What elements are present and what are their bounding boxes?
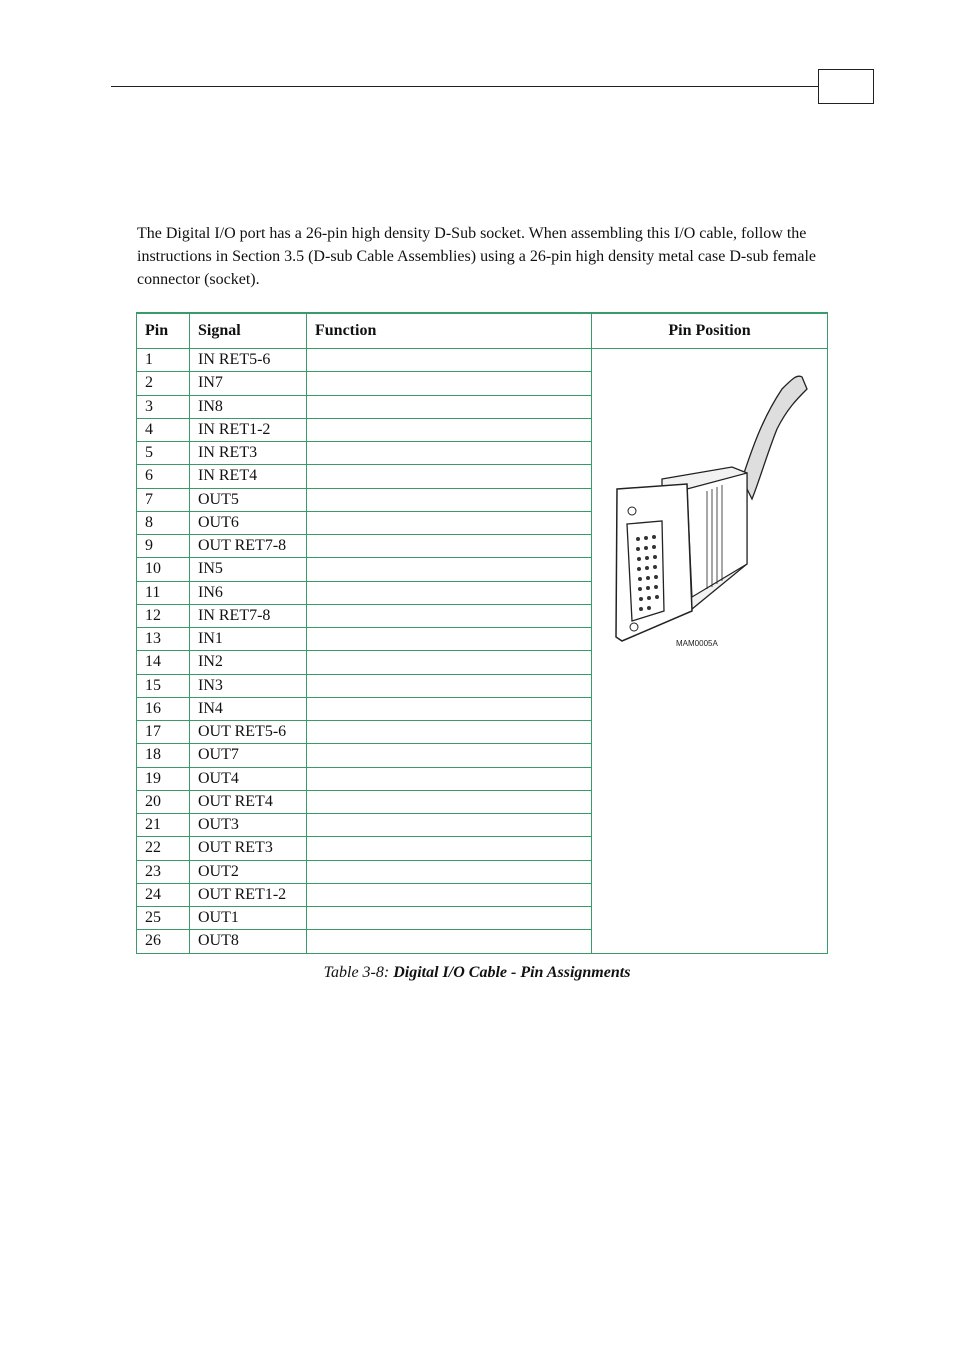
function-cell xyxy=(307,604,592,627)
signal-cell: OUT5 xyxy=(190,488,307,511)
function-cell xyxy=(307,744,592,767)
table-row xyxy=(137,349,828,372)
intro-paragraph: The Digital I/O port has a 26-pin high density D-Sub socket. When assembling this I/O cable, follow the instructions in Section 3.5 (D-sub Cable Assemblies) using a 26-pin high density metal case D-sub female connector (socket). xyxy=(137,225,816,288)
signal-cell: IN RET3 xyxy=(190,442,307,465)
pin-cell: 19 xyxy=(137,767,190,790)
caption-prefix: Table 3-8: xyxy=(323,964,394,981)
function-cell xyxy=(307,790,592,813)
pin-cell: 15 xyxy=(137,674,190,697)
pin-position-cell xyxy=(592,349,828,954)
signal-cell: IN RET1-2 xyxy=(190,418,307,441)
signal-cell: OUT RET1-2 xyxy=(190,883,307,906)
pin-cell: 10 xyxy=(137,558,190,581)
table-caption xyxy=(0,964,954,982)
pin-cell: 25 xyxy=(137,907,190,930)
pin-cell: 11 xyxy=(137,581,190,604)
header-pin: Pin xyxy=(137,313,190,349)
signal-cell: IN RET4 xyxy=(190,465,307,488)
signal-cell: OUT1 xyxy=(190,907,307,930)
signal-cell: IN6 xyxy=(190,581,307,604)
signal-cell: IN8 xyxy=(190,395,307,418)
pin-cell: 16 xyxy=(137,697,190,720)
pin-cell: 20 xyxy=(137,790,190,813)
pin-assignment-table xyxy=(136,312,828,954)
pin-cell: 13 xyxy=(137,628,190,651)
header-signal: Signal xyxy=(190,313,307,349)
function-cell xyxy=(307,767,592,790)
signal-cell: IN3 xyxy=(190,674,307,697)
signal-cell: IN RET5-6 xyxy=(190,349,307,372)
pin-cell: 9 xyxy=(137,535,190,558)
signal-cell: IN5 xyxy=(190,558,307,581)
pin-cell: 8 xyxy=(137,511,190,534)
pin-cell: 26 xyxy=(137,930,190,953)
signal-cell: OUT6 xyxy=(190,511,307,534)
signal-cell: OUT3 xyxy=(190,814,307,837)
function-cell xyxy=(307,651,592,674)
signal-cell: IN2 xyxy=(190,651,307,674)
signal-cell: OUT RET3 xyxy=(190,837,307,860)
signal-cell: OUT8 xyxy=(190,930,307,953)
function-cell xyxy=(307,395,592,418)
function-cell xyxy=(307,674,592,697)
function-cell xyxy=(307,349,592,372)
function-cell xyxy=(307,907,592,930)
signal-cell: OUT2 xyxy=(190,860,307,883)
table-header-row xyxy=(137,313,828,349)
function-cell xyxy=(307,697,592,720)
connector-illustration xyxy=(592,349,827,649)
header-function: Function xyxy=(307,313,592,349)
function-cell xyxy=(307,418,592,441)
signal-cell: IN1 xyxy=(190,628,307,651)
function-cell xyxy=(307,581,592,604)
header-rule xyxy=(111,86,818,87)
signal-cell: IN7 xyxy=(190,372,307,395)
pin-cell: 17 xyxy=(137,721,190,744)
pin-cell: 21 xyxy=(137,814,190,837)
pin-cell: 14 xyxy=(137,651,190,674)
signal-cell: OUT RET4 xyxy=(190,790,307,813)
function-cell xyxy=(307,814,592,837)
pin-cell: 3 xyxy=(137,395,190,418)
table-body xyxy=(137,349,828,954)
caption-title: Digital I/O Cable - Pin Assignments xyxy=(393,964,631,981)
header-pin-position: Pin Position xyxy=(592,313,828,349)
function-cell xyxy=(307,837,592,860)
function-cell xyxy=(307,860,592,883)
function-cell xyxy=(307,721,592,744)
signal-cell: OUT4 xyxy=(190,767,307,790)
function-cell xyxy=(307,930,592,953)
pin-cell: 22 xyxy=(137,837,190,860)
signal-cell: IN4 xyxy=(190,697,307,720)
page-number-box xyxy=(818,69,874,104)
signal-cell: OUT RET7-8 xyxy=(190,535,307,558)
pin-cell: 7 xyxy=(137,488,190,511)
pin-cell: 1 xyxy=(137,349,190,372)
pin-cell: 24 xyxy=(137,883,190,906)
pin-cell: 23 xyxy=(137,860,190,883)
pin-cell: 6 xyxy=(137,465,190,488)
function-cell xyxy=(307,558,592,581)
function-cell xyxy=(307,511,592,534)
signal-cell: OUT7 xyxy=(190,744,307,767)
pin-cell: 18 xyxy=(137,744,190,767)
function-cell xyxy=(307,535,592,558)
pin-cell: 12 xyxy=(137,604,190,627)
signal-cell: OUT RET5-6 xyxy=(190,721,307,744)
function-cell xyxy=(307,372,592,395)
pin-cell: 2 xyxy=(137,372,190,395)
pin-cell: 4 xyxy=(137,418,190,441)
function-cell xyxy=(307,488,592,511)
function-cell xyxy=(307,628,592,651)
signal-cell: IN RET7-8 xyxy=(190,604,307,627)
dsub-connector-icon xyxy=(592,349,828,649)
image-label: MAM0005A xyxy=(676,639,718,648)
function-cell xyxy=(307,883,592,906)
function-cell xyxy=(307,465,592,488)
function-cell xyxy=(307,442,592,465)
pin-cell: 5 xyxy=(137,442,190,465)
